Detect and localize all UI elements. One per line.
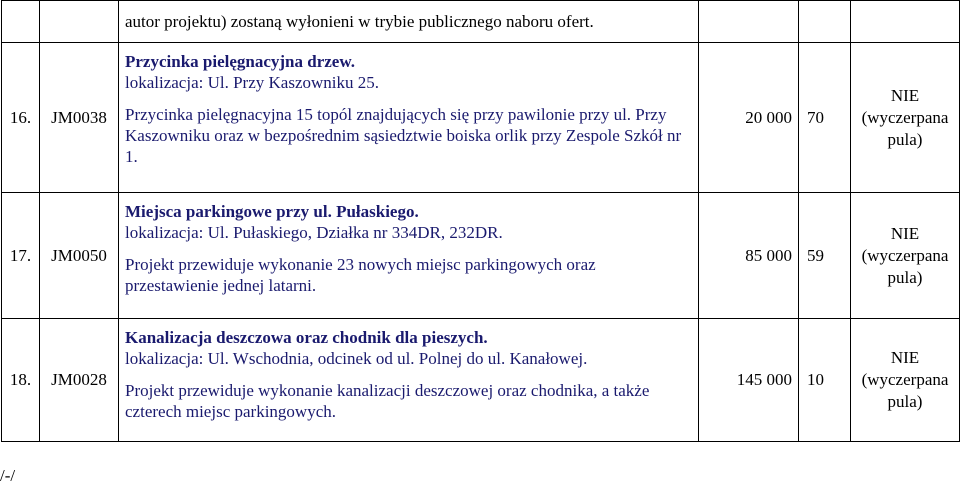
project-description-cell bbox=[119, 319, 699, 442]
continuation-text: autor projektu) zostaną wyłonieni w trybie publicznego naboru ofert. bbox=[119, 1, 699, 43]
project-cost: 20 000 bbox=[699, 43, 799, 193]
table-row-continuation bbox=[2, 1, 960, 43]
project-votes: 59 bbox=[799, 193, 851, 319]
row-number: 18. bbox=[2, 319, 40, 442]
table-row bbox=[2, 43, 960, 193]
project-status bbox=[851, 319, 960, 442]
project-status bbox=[851, 43, 960, 193]
project-description: Projekt przewiduje wykonanie kanalizacji deszczowej oraz chodnika, a także czterech miejsc parkingowych. bbox=[125, 381, 650, 421]
status-line: (wyczerpana bbox=[861, 107, 949, 127]
project-votes: 10 bbox=[799, 319, 851, 442]
table-row bbox=[2, 193, 960, 319]
project-title: Miejsca parkingowe przy ul. Pułaskiego. bbox=[125, 202, 419, 221]
project-status bbox=[851, 193, 960, 319]
table-row bbox=[2, 319, 960, 442]
status-line: pula) bbox=[887, 267, 923, 287]
status-line: NIE bbox=[890, 348, 920, 367]
project-id: JM0050 bbox=[40, 193, 119, 319]
project-id: JM0028 bbox=[40, 319, 119, 442]
row-number: 17. bbox=[2, 193, 40, 319]
status-line: (wyczerpana bbox=[861, 370, 949, 389]
status-line: pula) bbox=[887, 392, 923, 411]
project-description: Projekt przewiduje wykonanie 23 nowych miejsc parkingowych oraz przestawienie jednej latarni. bbox=[125, 255, 596, 295]
project-title: Przycinka pielęgnacyjna drzew. bbox=[125, 52, 355, 71]
status-line: NIE bbox=[890, 223, 920, 243]
footer-mark: /-/ bbox=[0, 466, 16, 485]
project-votes: 70 bbox=[799, 43, 851, 193]
project-location: lokalizacja: Ul. Pułaskiego, Działka nr 334DR, 232DR. bbox=[125, 223, 503, 242]
status-line: pula) bbox=[887, 129, 923, 149]
project-location: lokalizacja: Ul. Przy Kaszowniku 25. bbox=[125, 73, 379, 92]
project-title: Kanalizacja deszczowa oraz chodnik dla pieszych. bbox=[125, 328, 488, 347]
project-id: JM0038 bbox=[40, 43, 119, 193]
status-line: (wyczerpana bbox=[861, 245, 949, 265]
row-number: 16. bbox=[2, 43, 40, 193]
projects-table bbox=[1, 0, 960, 442]
project-cost: 85 000 bbox=[699, 193, 799, 319]
project-description-cell bbox=[119, 43, 699, 193]
project-cost: 145 000 bbox=[699, 319, 799, 442]
project-location: lokalizacja: Ul. Wschodnia, odcinek od ul. Polnej do ul. Kanałowej. bbox=[125, 349, 588, 368]
status-line: NIE bbox=[890, 85, 920, 105]
project-description: Przycinka pielęgnacyjna 15 topól znajdujących się przy pawilonie przy ul. Przy Kaszowniku oraz w bezpośrednim sąsiedztwie boiska orlik przy Zespole Szkół nr 1. bbox=[125, 105, 682, 166]
project-description-cell bbox=[119, 193, 699, 319]
